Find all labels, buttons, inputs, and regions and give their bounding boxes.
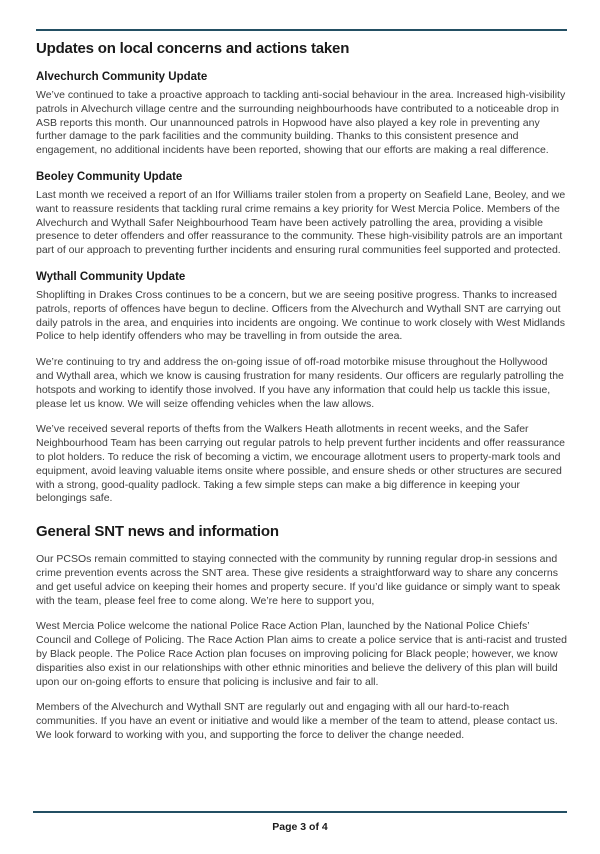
paragraph-beoley: Last month we received a report of an Ifor Williams trailer stolen from a property on Seafield Lane, Beoley, and we want to reassure residents that tackling rural crime remains a key priority for West Mercia Police. Members of the Alvechurch and Wythall Safer Neighbourhood Team have been actively patrolling the area, providing a visible presence to deter offenders and offer reassurance to the community. These high-visibility patrols are an important part of our approach to preventing further incidents and ensuring rural communities feel supported and protected. (36, 188, 566, 257)
paragraph-wythall-motorbikes: We’re continuing to try and address the on-going issue of off-road motorbike misuse throughout the Hollywood and Wythall area, which we know is causing frustration for many residents. Our officers are regularly patrolling the hotspots and working to identify those involved. If you have any information that could help us tackle this issue, please let us know. We will seize offending vehicles when the law allows. (36, 356, 564, 410)
top-section-rule (36, 29, 567, 31)
subheading-beoley-update: Beoley Community Update (36, 170, 183, 183)
subheading-alvechurch-update: Alvechurch Community Update (36, 71, 208, 83)
page-footer (33, 811, 567, 835)
section-heading-local-updates: Updates on local concerns and actions taken (36, 40, 350, 57)
paragraph-community-engagement: Members of the Alvechurch and Wythall SNT are regularly out and engaging with all our hard-to-reach communities. If you have an event or initiative and would like a member of the team to attend, please contact us. We look forward to working with you, and supporting the force to deliver the change needed. (36, 701, 558, 741)
page-number: Page 3 of 4 (272, 821, 328, 833)
paragraph-wythall-shoplifting: Shoplifting in Drakes Cross continues to be a concern, but we are seeing positive progress. Thanks to increased patrols, reports of offences have begun to decline. Officers from the Alvechurch and Wythall SNT are carrying out daily patrols in the area, and enquiries into incidents are ongoing. We continue to work closely with West Midlands Police to help identify offenders who may be travelling in from outside the area. (36, 288, 565, 343)
paragraph-pcso-dropins: Our PCSOs remain committed to staying connected with the community by running regular drop-in sessions and crime prevention events across the SNT area. These give residents a straightforward way to share any concerns and get useful advice on keeping their homes and property secure. If you’d like guidance or simply want to speak with the team, please feel free to come along. We’re here to support you, (36, 553, 561, 607)
section-heading-general-snt-news: General SNT news and information (36, 523, 279, 541)
paragraph-race-action-plan: West Mercia Police welcome the national Police Race Action Plan, launched by the National Police Chiefs’ Council and College of Policing. The Race Action Plan aims to create a police service that is anti-racist and trusted by Black people. The Police Race Action plan focuses on improving policing for Black people; however, we know disparities also exist in our relationships with other ethnic minorities and believe the delivery of this plan will build upon our on-going efforts to ensure that policing is inclusive and fair to all. (36, 620, 567, 688)
subheading-wythall-update: Wythall Community Update (36, 270, 186, 283)
paragraph-alvechurch: We’ve continued to take a proactive approach to tackling anti-social behaviour in the area. Increased high-visibility patrols in Alvechurch village centre and the surrounding neighbourhoods have contributed to a noticeable drop in ASB reports this month. Our unannounced patrols in Hopwood have also played a key role in preventing any further damage to the park facilities and the community building. Thanks to this consistent presence and engagement, no additional incidents have been reported, showing that our efforts are making a real difference. (36, 89, 566, 157)
paragraph-wythall-allotments: We’ve received several reports of thefts from the Walkers Heath allotments in recent weeks, and the Safer Neighbourhood Team has been carrying out regular patrols to help prevent further incidents and offer reassurance to plot holders. To reduce the risk of becoming a victim, we encourage allotment users to property-mark tools and equipment, avoid leaving valuable items onsite where possible, and ensure sheds or other structures are secured with a strong, good-quality padlock. Taking a few simple steps can make a big difference in keeping your belongings safe. (36, 423, 566, 505)
